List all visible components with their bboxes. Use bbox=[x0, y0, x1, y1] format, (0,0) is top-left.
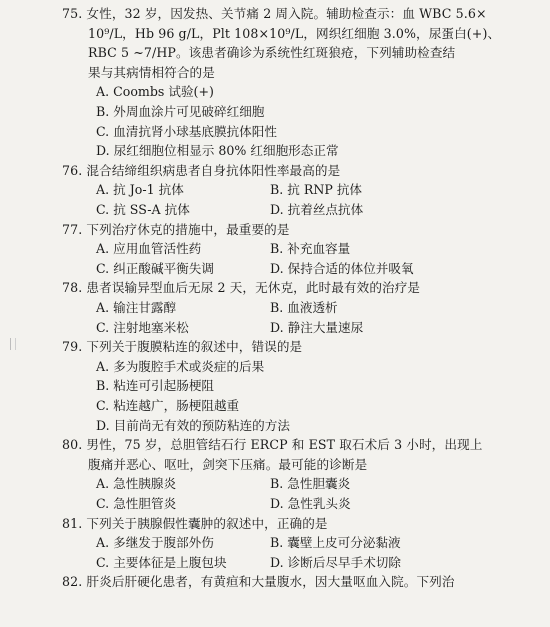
q79-stem: 79. 下列关于腹膜粘连的叙述中，错误的是 bbox=[62, 339, 303, 355]
q77-option-b: B. 补充血容量 bbox=[270, 241, 351, 257]
q76-stem: 76. 混合结缔组织病患者自身抗体阳性率最高的是 bbox=[62, 162, 341, 178]
q75-line-4: 果与其病情相符合的是 bbox=[88, 64, 215, 80]
q79-option-a: A. 多为腹腔手术或炎症的后果 bbox=[96, 358, 265, 374]
q81-option-c: C. 主要体征是上腹包块 bbox=[96, 554, 227, 570]
q77-option-c: C. 纠正酸碱平衡失调 bbox=[96, 260, 214, 276]
q76-option-b: B. 抗 RNP 抗体 bbox=[270, 182, 363, 198]
q75-option-d: D. 尿红细胞位相显示 80% 红细胞形态正常 bbox=[96, 143, 339, 159]
q81-option-a: A. 多继发于腹部外伤 bbox=[96, 535, 214, 551]
q81-stem: 81. 下列关于胰腺假性囊肿的叙述中，正确的是 bbox=[62, 515, 328, 531]
q78-option-d: D. 静注大量速尿 bbox=[270, 319, 364, 335]
q80-option-c: C. 急性胆管炎 bbox=[96, 496, 177, 511]
q80-line-2: 腹痛并恶心、呕吐，剑突下压痛。最可能的诊断是 bbox=[88, 456, 368, 472]
q75-option-c: C. 血清抗肾小球基底膜抗体阳性 bbox=[96, 123, 277, 139]
q79-option-d: D. 目前尚无有效的预防粘连的方法 bbox=[96, 417, 290, 433]
q79-option-b: B. 粘连可引起肠梗阻 bbox=[96, 378, 215, 394]
q78-option-b: B. 血液透析 bbox=[270, 300, 338, 315]
q78-option-a: A. 输注甘露醇 bbox=[96, 300, 177, 315]
q80-line-1: 80. 男性，75 岁，总胆管结石行 ERCP 和 EST 取石术后 3 小时，出现上 bbox=[62, 437, 483, 453]
q75-line-1: 75. 女性，32 岁，因发热、关节痛 2 周入院。辅助检查示：血 WBC 5.6× bbox=[62, 6, 487, 21]
q81-option-b: B. 囊壁上皮可分泌黏液 bbox=[270, 535, 401, 551]
q80-option-b: B. 急性胆囊炎 bbox=[270, 476, 351, 492]
q77-option-a: A. 应用血管活性药 bbox=[96, 241, 202, 257]
q78-option-c: C. 注射地塞米松 bbox=[96, 319, 189, 335]
q80-option-d: D. 急性乳头炎 bbox=[270, 496, 351, 511]
q81-option-d: D. 诊断后尽早手术切除 bbox=[270, 554, 401, 570]
q75-option-a: A. Coombs 试验(+) bbox=[96, 84, 214, 100]
q80-option-a: A. 急性胰腺炎 bbox=[96, 476, 177, 492]
q77-stem: 77. 下列治疗休克的措施中，最重要的是 bbox=[62, 221, 290, 237]
q76-option-d: D. 抗着丝点抗体 bbox=[270, 202, 364, 217]
q76-option-c: C. 抗 SS-A 抗体 bbox=[96, 202, 190, 217]
q75-line-3: RBC 5 ~7/HP。该患者确诊为系统性红斑狼疮，下列辅助检查结 bbox=[88, 45, 456, 61]
q79-option-c: C. 粘连越广，肠梗阻越重 bbox=[96, 398, 240, 413]
q78-stem: 78. 患者误输异型血后无尿 2 天，无休克，此时最有效的治疗是 bbox=[62, 280, 421, 296]
q76-option-a: A. 抗 Jo-1 抗体 bbox=[96, 182, 184, 198]
q75-option-b: B. 外周血涂片可见破碎红细胞 bbox=[96, 104, 265, 119]
q77-option-d: D. 保持合适的体位并吸氧 bbox=[270, 260, 414, 276]
q75-line-2: 10⁹/L，Hb 96 g/L，Plt 108×10⁹/L，网织红细胞 3.0%，尿蛋白(+)、 bbox=[88, 25, 501, 41]
q82-stem: 82. 肝炎后肝硬化患者，有黄疸和大量腹水，因大量呕血入院。下列治 bbox=[62, 574, 455, 590]
